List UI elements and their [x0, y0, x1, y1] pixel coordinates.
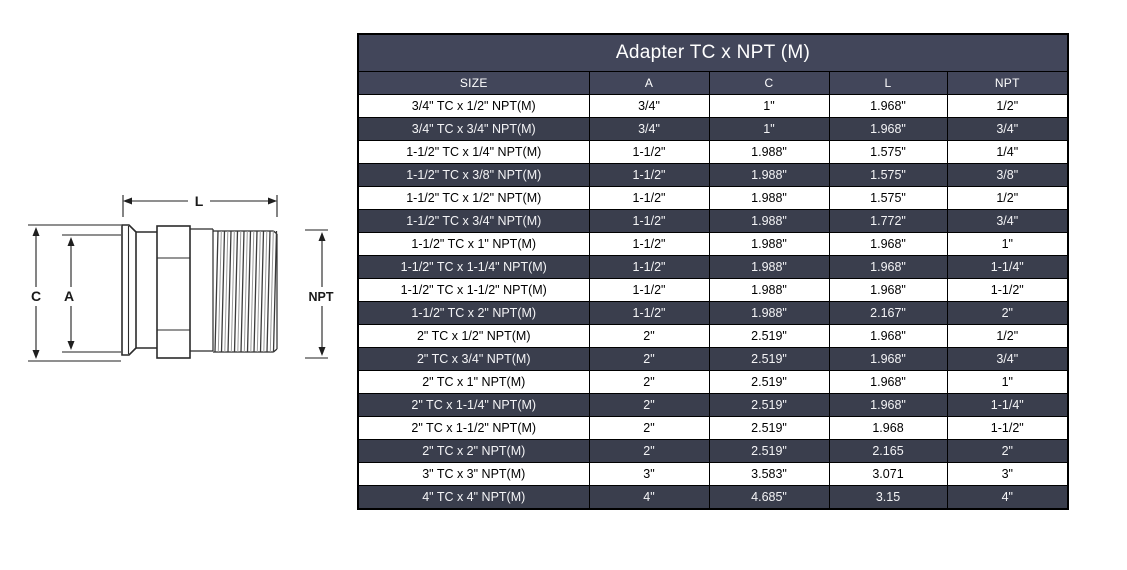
table-cell: 1-1/2" TC x 1-1/4" NPT(M)	[358, 256, 589, 279]
table-cell: 3/8"	[947, 164, 1068, 187]
arrowhead-left-icon	[123, 198, 132, 205]
column-header-size: SIZE	[358, 72, 589, 95]
spec-table-body	[358, 95, 1068, 510]
table-cell: 1.988"	[709, 187, 829, 210]
table-cell: 1-1/2"	[589, 233, 709, 256]
table-cell: 1.968	[829, 417, 947, 440]
table-cell: 2" TC x 1-1/4" NPT(M)	[358, 394, 589, 417]
table-cell: 1.968"	[829, 256, 947, 279]
table-cell: 1"	[709, 118, 829, 141]
table-cell: 3/4"	[947, 118, 1068, 141]
table-row	[358, 210, 1068, 233]
table-cell: 1.575"	[829, 164, 947, 187]
table-cell: 1"	[709, 95, 829, 118]
table-cell: 3/4"	[947, 210, 1068, 233]
table-cell: 1.988"	[709, 279, 829, 302]
table-row	[358, 440, 1068, 463]
arrowhead-up-icon	[33, 227, 40, 236]
table-cell: 1-1/2" TC x 2" NPT(M)	[358, 302, 589, 325]
table-cell: 2.519"	[709, 394, 829, 417]
flange-neck	[136, 232, 157, 348]
table-cell: 1-1/2" TC x 1/4" NPT(M)	[358, 141, 589, 164]
table-cell: 1.968"	[829, 279, 947, 302]
column-header-npt: NPT	[947, 72, 1068, 95]
hex-facet-lines	[157, 258, 190, 330]
table-cell: 4.685"	[709, 486, 829, 510]
table-cell: 1.988"	[709, 210, 829, 233]
thread-light-lines	[218, 231, 273, 352]
spec-table	[357, 33, 1069, 510]
table-cell: 1.575"	[829, 187, 947, 210]
arrowhead-down-icon	[319, 347, 326, 356]
table-row	[358, 302, 1068, 325]
table-cell: 1-1/2"	[947, 417, 1068, 440]
table-cell: 2.165	[829, 440, 947, 463]
table-row	[358, 371, 1068, 394]
dimension-c-extension-lines	[28, 225, 121, 361]
table-cell: 2"	[589, 440, 709, 463]
table-cell: 2"	[947, 440, 1068, 463]
table-cell: 3.071	[829, 463, 947, 486]
table-row	[358, 118, 1068, 141]
table-cell: 3/4"	[589, 118, 709, 141]
table-row	[358, 463, 1068, 486]
table-cell: 2" TC x 1" NPT(M)	[358, 371, 589, 394]
table-cell: 1-1/2"	[589, 164, 709, 187]
table-cell: 1-1/2"	[589, 302, 709, 325]
table-cell: 1/2"	[947, 325, 1068, 348]
table-cell: 1"	[947, 371, 1068, 394]
table-cell: 1.968"	[829, 95, 947, 118]
table-cell: 1.575"	[829, 141, 947, 164]
table-cell: 1/2"	[947, 187, 1068, 210]
table-cell: 2" TC x 1-1/2" NPT(M)	[358, 417, 589, 440]
table-cell: 2"	[589, 394, 709, 417]
table-cell: 2"	[589, 348, 709, 371]
table-row	[358, 348, 1068, 371]
table-cell: 2.519"	[709, 417, 829, 440]
arrowhead-down-icon	[68, 341, 75, 350]
table-cell: 1"	[947, 233, 1068, 256]
table-cell: 1.968"	[829, 394, 947, 417]
table-cell: 1-1/4"	[947, 394, 1068, 417]
table-cell: 1-1/2" TC x 1/2" NPT(M)	[358, 187, 589, 210]
table-row	[358, 164, 1068, 187]
table-row	[358, 233, 1068, 256]
dimension-label-a: A	[63, 288, 75, 304]
table-cell: 1.988"	[709, 233, 829, 256]
table-cell: 2"	[589, 325, 709, 348]
table-cell: 1.988"	[709, 302, 829, 325]
table-cell: 2.167"	[829, 302, 947, 325]
table-cell: 1.772"	[829, 210, 947, 233]
dimension-c	[28, 225, 121, 361]
table-cell: 3/4"	[589, 95, 709, 118]
table-cell: 1.968"	[829, 325, 947, 348]
table-cell: 1-1/2"	[589, 256, 709, 279]
table-row	[358, 256, 1068, 279]
table-cell: 2.519"	[709, 325, 829, 348]
table-row	[358, 279, 1068, 302]
table-cell: 2.519"	[709, 371, 829, 394]
table-title-row	[358, 34, 1068, 72]
table-cell: 1-1/2" TC x 3/8" NPT(M)	[358, 164, 589, 187]
table-row	[358, 187, 1068, 210]
table-cell: 1.968"	[829, 233, 947, 256]
table-cell: 3.583"	[709, 463, 829, 486]
column-header-row	[358, 72, 1068, 95]
adapter-drawing-svg	[0, 0, 360, 570]
table-row	[358, 141, 1068, 164]
adapter-technical-drawing	[0, 0, 360, 570]
table-cell: 3.15	[829, 486, 947, 510]
column-header-l: L	[829, 72, 947, 95]
thread-section	[215, 231, 277, 352]
table-cell: 2" TC x 3/4" NPT(M)	[358, 348, 589, 371]
column-header-a: A	[589, 72, 709, 95]
table-cell: 1-1/4"	[947, 256, 1068, 279]
table-cell: 1-1/2"	[589, 279, 709, 302]
table-cell: 4" TC x 4" NPT(M)	[358, 486, 589, 510]
table-cell: 2.519"	[709, 440, 829, 463]
table-row	[358, 486, 1068, 510]
table-row	[358, 417, 1068, 440]
table-cell: 1.988"	[709, 256, 829, 279]
table-cell: 1-1/2"	[589, 141, 709, 164]
table-cell: 1/4"	[947, 141, 1068, 164]
table-cell: 1-1/2"	[589, 210, 709, 233]
table-cell: 1.988"	[709, 164, 829, 187]
table-row	[358, 95, 1068, 118]
table-cell: 3/4" TC x 3/4" NPT(M)	[358, 118, 589, 141]
arrowhead-up-icon	[319, 232, 326, 241]
arrowhead-up-icon	[68, 237, 75, 246]
table-cell: 1-1/2" TC x 3/4" NPT(M)	[358, 210, 589, 233]
table-cell: 2" TC x 2" NPT(M)	[358, 440, 589, 463]
table-cell: 1.988"	[709, 141, 829, 164]
hex-body	[157, 226, 190, 358]
table-cell: 1.968"	[829, 348, 947, 371]
table-cell: 3/4" TC x 1/2" NPT(M)	[358, 95, 589, 118]
table-cell: 3" TC x 3" NPT(M)	[358, 463, 589, 486]
table-row	[358, 325, 1068, 348]
table-cell: 3/4"	[947, 348, 1068, 371]
table-title: Adapter TC x NPT (M)	[358, 34, 1068, 72]
table-cell: 2" TC x 1/2" NPT(M)	[358, 325, 589, 348]
thread-collar	[190, 229, 213, 351]
table-cell: 2.519"	[709, 348, 829, 371]
dimension-label-c: C	[30, 288, 42, 304]
table-cell: 1.968"	[829, 118, 947, 141]
table-cell: 2"	[589, 417, 709, 440]
table-cell: 2"	[589, 371, 709, 394]
arrowhead-down-icon	[33, 350, 40, 359]
column-header-c: C	[709, 72, 829, 95]
table-cell: 4"	[947, 486, 1068, 510]
arrowhead-right-icon	[268, 198, 277, 205]
dimension-label-npt: NPT	[308, 290, 334, 304]
table-cell: 3"	[947, 463, 1068, 486]
dimension-label-l: L	[194, 193, 204, 209]
table-cell: 2"	[947, 302, 1068, 325]
table-cell: 1-1/2"	[947, 279, 1068, 302]
table-cell: 3"	[589, 463, 709, 486]
table-cell: 1-1/2"	[589, 187, 709, 210]
table-row	[358, 394, 1068, 417]
table-cell: 1-1/2" TC x 1-1/2" NPT(M)	[358, 279, 589, 302]
table-cell: 4"	[589, 486, 709, 510]
table-cell: 1/2"	[947, 95, 1068, 118]
table-cell: 1-1/2" TC x 1" NPT(M)	[358, 233, 589, 256]
table-cell: 1.968"	[829, 371, 947, 394]
